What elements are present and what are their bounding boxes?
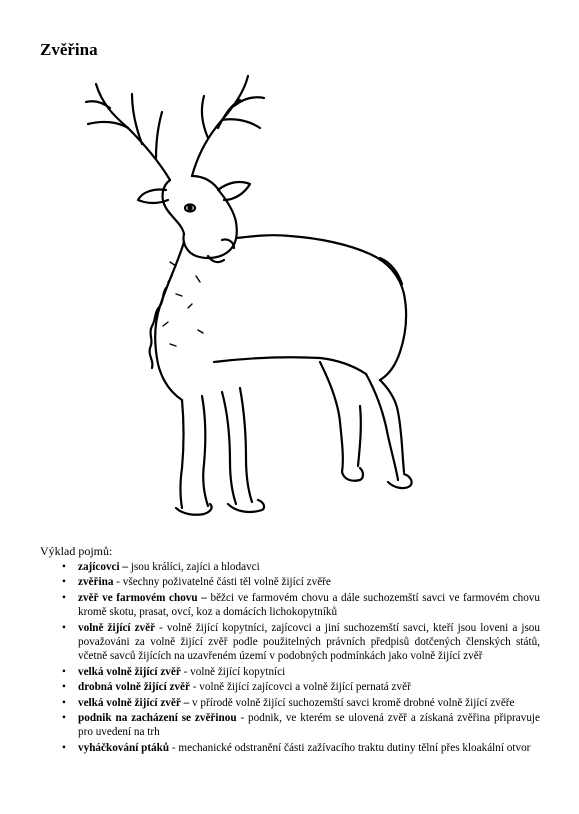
definition-term: zvěřina bbox=[78, 576, 114, 589]
bullet-icon: • bbox=[62, 712, 66, 725]
bullet-icon: • bbox=[62, 561, 66, 573]
definition-text: - volně žijící zajícovci a volně žijící pernatá zvěř bbox=[189, 681, 411, 694]
definition-text: - volně žijící kopytníci, zajícovci a jiní suchozemští savci, kteří jsou loveni a jsou považováni za volně žijící zvěř podle použitelných právních předpisů dotčených členských států, včetně savců žijících na uzavřeném území v podobných podmínkách jako volně žijící zvěř bbox=[78, 621, 540, 663]
definition-term: drobná volně žijící zvěř bbox=[78, 681, 190, 694]
list-item bbox=[58, 680, 540, 694]
definition-term: velká volně žijící zvěř – bbox=[78, 696, 190, 709]
list-item bbox=[58, 741, 540, 755]
list-item bbox=[58, 696, 540, 710]
definition-text: - podnik, ve kterém se ulovená zvěř a získaná zvěřina připravuje pro uvedení na trh bbox=[78, 712, 540, 739]
definition-term: podnik na zacházení se zvěřinou bbox=[78, 712, 237, 725]
definition-text: jsou králíci, zajíci a hlodavci bbox=[128, 561, 260, 573]
list-item bbox=[58, 575, 540, 589]
reindeer-illustration bbox=[58, 62, 430, 522]
definition-term: zajícovci – bbox=[78, 561, 129, 573]
bullet-icon: • bbox=[62, 665, 66, 678]
definition-text: v přírodě volně žijící suchozemští savci kromě drobné volně žijící zvěře bbox=[189, 696, 515, 709]
definitions-heading: Výklad pojmů: bbox=[40, 544, 113, 558]
definition-text: běžci ve farmovém chovu a dále suchozemští savci ve farmovém chovu kromě skotu, prasat, ovcí, koz a domácích lichokopytníků bbox=[78, 591, 540, 619]
definition-text: - mechanické odstranění části zažívacího traktu dutiny tělní přes kloakální otvor bbox=[169, 741, 531, 754]
definition-text: - všechny poživatelné části těl volně žijící zvěře bbox=[113, 576, 331, 589]
bullet-icon: • bbox=[62, 591, 66, 604]
definition-term: zvěř ve farmovém chovu – bbox=[78, 591, 207, 604]
definition-text: - volně žijící kopytníci bbox=[180, 665, 286, 678]
bullet-icon: • bbox=[62, 696, 66, 709]
list-item bbox=[58, 665, 540, 679]
bullet-icon: • bbox=[62, 576, 66, 589]
definition-term: vyháčkování ptáků bbox=[78, 741, 170, 754]
bullet-icon: • bbox=[62, 621, 66, 634]
list-item bbox=[58, 560, 540, 574]
list-item bbox=[58, 591, 540, 620]
definition-term: volně žijící zvěř bbox=[78, 621, 156, 634]
definitions-list bbox=[58, 560, 540, 756]
list-item bbox=[58, 711, 540, 740]
definition-term: velká volně žijící zvěř bbox=[78, 665, 181, 678]
list-item bbox=[58, 621, 540, 664]
page-title: Zvěřina bbox=[40, 40, 98, 59]
bullet-icon: • bbox=[62, 681, 66, 694]
bullet-icon: • bbox=[62, 741, 66, 754]
